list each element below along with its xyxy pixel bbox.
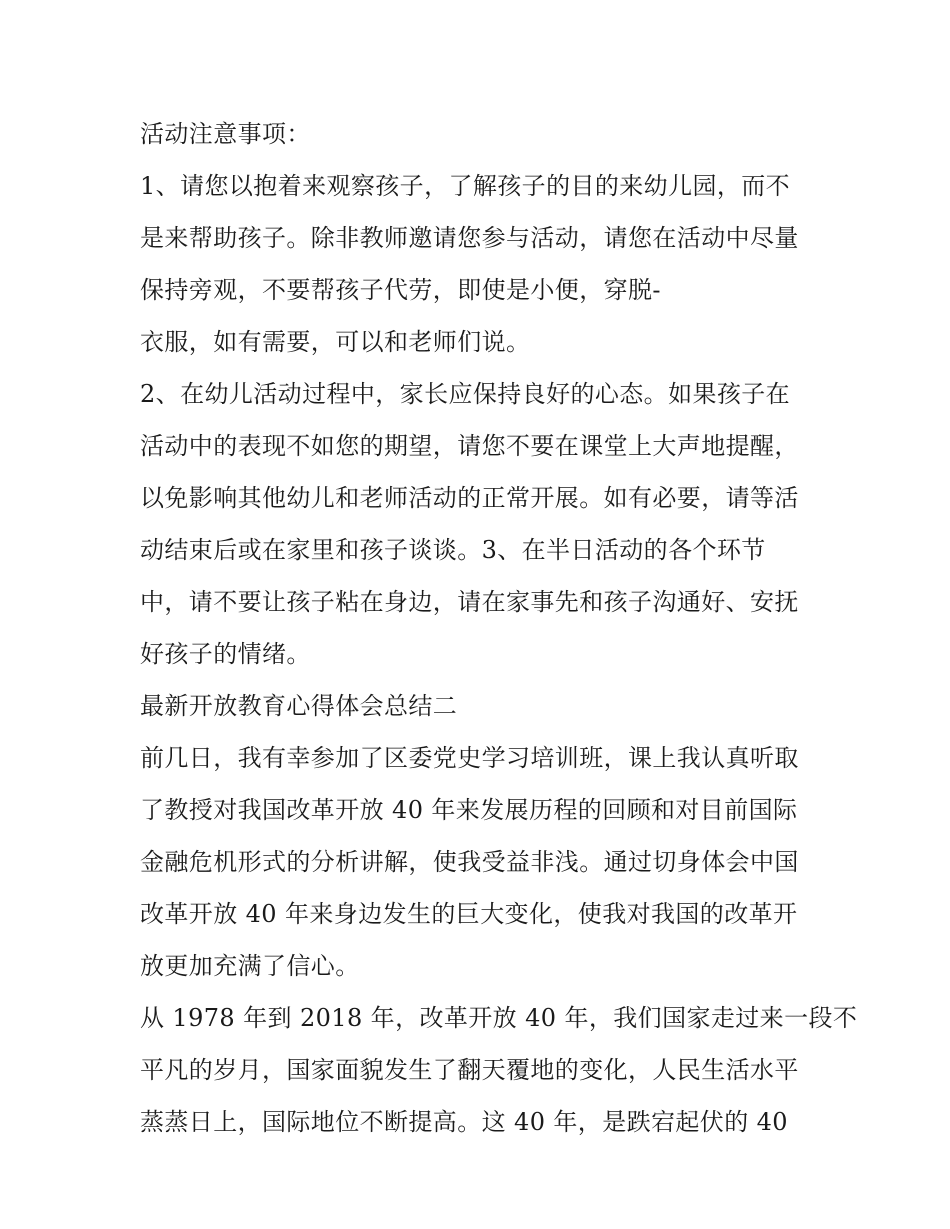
section-heading: 活动注意事项： xyxy=(140,120,311,148)
document-body xyxy=(140,108,858,1148)
paragraph-line: 保持旁观，不要帮孩子代劳，即使是小便，穿脱- xyxy=(140,276,661,304)
paragraph-line: 活动中的表现不如您的期望，请您不要在课堂上大声地提醒， xyxy=(140,432,799,460)
paragraph-line: 中，请不要让孩子粘在身边，请在家事先和孩子沟通好、安抚 xyxy=(140,588,799,616)
paragraph-line: 好孩子的情绪。 xyxy=(140,640,311,668)
paragraph-line: 1、请您以抱着来观察孩子，了解孩子的目的来幼儿园，而不 xyxy=(140,172,791,200)
paragraph-line: 了教授对我国改革开放 40 年来发展历程的回顾和对目前国际 xyxy=(140,796,798,824)
paragraph-line: 动结束后或在家里和孩子谈谈。3、在半日活动的各个环节 xyxy=(140,536,766,564)
paragraph-line: 蒸蒸日上，国际地位不断提高。这 40 年，是跌宕起伏的 40 xyxy=(140,1108,788,1136)
paragraph-line: 以免影响其他幼儿和老师活动的正常开展。如有必要，请等活 xyxy=(140,484,799,512)
paragraph-line: 衣服，如有需要，可以和老师们说。 xyxy=(140,328,531,356)
paragraph-line: 前几日，我有幸参加了区委党史学习培训班，课上我认真听取 xyxy=(140,744,799,772)
paragraph-line: 是来帮助孩子。除非教师邀请您参与活动，请您在活动中尽量 xyxy=(140,224,799,252)
paragraph-line: 从 1978 年到 2018 年，改革开放 40 年，我们国家走过来一段不 xyxy=(140,1004,858,1032)
paragraph-line: 金融危机形式的分析讲解，使我受益非浅。通过切身体会中国 xyxy=(140,848,799,876)
paragraph-line: 放更加充满了信心。 xyxy=(140,952,360,980)
paragraph-line: 2、在幼儿活动过程中，家长应保持良好的心态。如果孩子在 xyxy=(140,380,791,408)
section-title: 最新开放教育心得体会总结二 xyxy=(140,692,458,720)
paragraph-line: 改革开放 40 年来身边发生的巨大变化，使我对我国的改革开 xyxy=(140,900,798,928)
paragraph-line: 平凡的岁月，国家面貌发生了翻天覆地的变化，人民生活水平 xyxy=(140,1056,799,1084)
